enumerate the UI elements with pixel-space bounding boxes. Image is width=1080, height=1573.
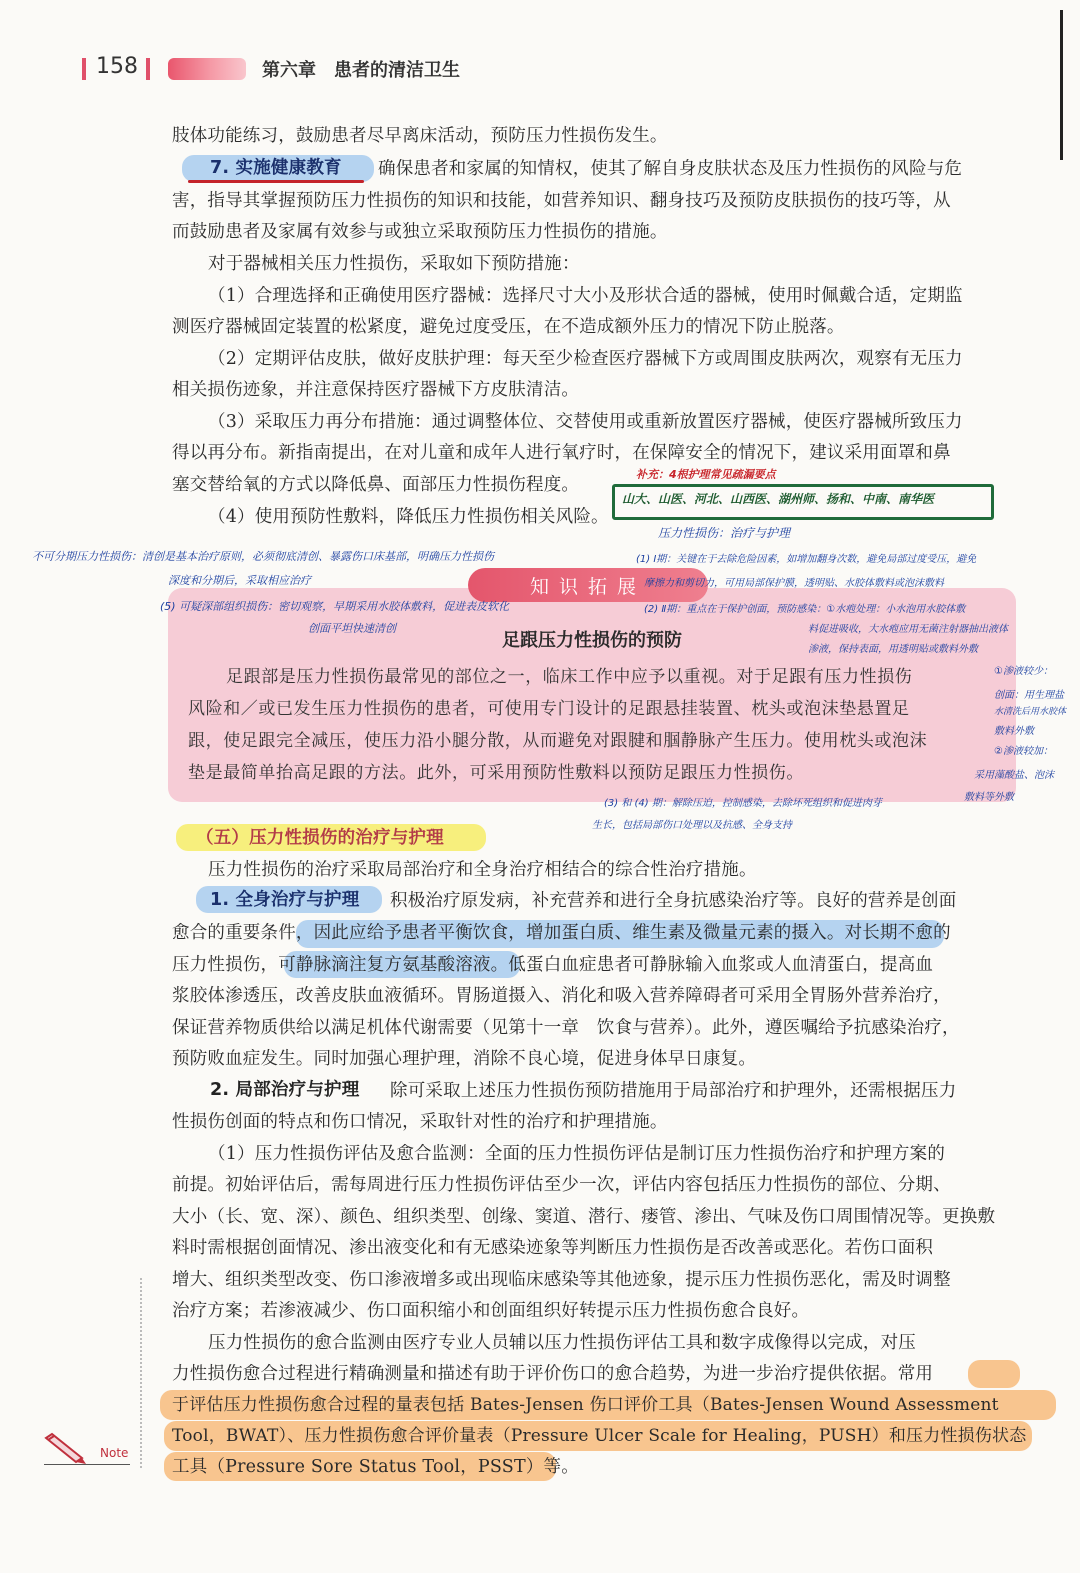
handwritten-note: 不可分期压力性损伤：清创是基本治疗原则，必须彻底清创、暴露伤口床基部，明确压力性损伤 — [32, 550, 494, 563]
paragraph-line: 增大、组织类型改变、伤口渗液增多或出现临床感染等其他迹象，提示压力性损伤恶化，需及时调整 — [172, 1270, 951, 1290]
knowledge-line: 风险和／或已发生压力性损伤的患者，可使用专门设计的足跟悬挂装置、枕头或泡沫垫悬置足 — [188, 699, 910, 719]
knowledge-line: 垫是最简单抬高足跟的方法。此外，可采用预防性敷料以预防足跟压力性损伤。 — [188, 763, 804, 783]
header-decoration-pill — [168, 58, 246, 80]
paragraph-line: 相关损伤迹象，并注意保持医疗器械下方皮肤清洁。 — [172, 380, 580, 400]
paragraph-line: 压力性损伤，可静脉滴注复方氨基酸溶液。低蛋白血症患者可静脉输入血浆或人血清蛋白，提高血 — [172, 955, 934, 975]
paragraph-line: 浆胶体渗透压，改善皮肤血液循环。胃肠道摄入、消化和吸入营养障碍者可采用全胃肠外营养治疗， — [172, 986, 951, 1006]
handwritten-note: 采用藻酸盐、泡沫 — [974, 770, 1054, 781]
page-number: 158 — [96, 54, 138, 79]
paragraph-line: 对于器械相关压力性损伤，采取如下预防措施： — [208, 254, 580, 274]
paragraph-line: 预防败血症发生。同时加强心理护理，消除不良心境，促进身体早日康复。 — [172, 1049, 757, 1069]
paragraph-line: 大小（长、宽、深）、颜色、组织类型、创缘、窦道、潜行、瘘管、渗出、气味及伤口周围情况等。更换敷 — [172, 1207, 996, 1227]
paragraph-line: 除可采取上述压力性损伤预防措施用于局部治疗和护理外，还需根据压力 — [390, 1081, 957, 1101]
section-heading-local: 2. 局部治疗与护理 — [210, 1080, 360, 1100]
paragraph-line: 压力性损伤的愈合监测由医疗专业人员辅以压力性损伤评估工具和数字成像得以完成，对压 — [208, 1333, 916, 1353]
note-label: Note — [100, 1446, 129, 1460]
paragraph-line: 确保患者和家属的知情权，使其了解自身皮肤状态及压力性损伤的风险与危 — [378, 159, 963, 179]
list-item-4: （4）使用预防性敷料，降低压力性损伤相关风险。 — [208, 507, 609, 527]
paragraph-line: 得以再分布。新指南提出，在对儿童和成年人进行氧疗时，在保障安全的情况下，建议采用面罩和鼻 — [172, 443, 951, 463]
section-heading-treatment: （五）压力性损伤的治疗与护理 — [196, 828, 444, 848]
section-heading-health-education: 7. 实施健康教育 — [210, 158, 342, 178]
knowledge-line: 足跟部是压力性损伤最常见的部位之一，临床工作中应予以重视。对于足跟有压力性损伤 — [226, 667, 913, 687]
paragraph-line: 肢体功能练习，鼓励患者尽早离床活动，预防压力性损伤发生。 — [172, 126, 668, 146]
list-item-assessment: （1）压力性损伤评估及愈合监测：全面的压力性损伤评估是制订压力性损伤治疗和护理方案的 — [208, 1144, 946, 1164]
handwritten-note: 创面：用生理盐 — [994, 690, 1064, 701]
paragraph-line: 于评估压力性损伤愈合过程的量表包括 Bates-Jensen 伤口评价工具（Bates-Jensen Wound Assessment — [172, 1395, 999, 1415]
handwritten-note: 敷料等外敷 — [964, 792, 1014, 803]
paragraph-line: 性损伤创面的特点和伤口情况，采取针对性的治疗和护理措施。 — [172, 1112, 668, 1132]
paragraph-line: 害，指导其掌握预防压力性损伤的知识和技能，如营养知识、翻身技巧及预防皮肤损伤的技巧等，从 — [172, 191, 951, 211]
chapter-title: 第六章 患者的清洁卫生 — [262, 60, 460, 81]
margin-dotted-line — [140, 1278, 142, 1468]
paragraph-line: 治疗方案；若渗液减少、伤口面积缩小和创面组织好转提示压力性损伤愈合良好。 — [172, 1301, 810, 1321]
handwritten-note: 渗液，保持表面，用透明贴或敷料外敷 — [808, 644, 978, 655]
underline-s7-head — [188, 180, 364, 183]
handwritten-note: 料促进吸收，大水疱应用无菌注射器抽出液体 — [808, 624, 1008, 635]
header-accent-bar-right — [146, 58, 150, 80]
section-heading-systemic: 1. 全身治疗与护理 — [210, 890, 360, 910]
note-rule — [44, 1464, 130, 1465]
list-item-3: （3）采取压力再分布措施：通过调整体位、交替使用或重新放置医疗器械，使医疗器械所致压力 — [208, 412, 963, 432]
handwritten-red-note: 补充：4根护理常见疏漏要点 — [636, 468, 776, 481]
paragraph-line: 压力性损伤的治疗采取局部治疗和全身治疗相结合的综合性治疗措施。 — [208, 860, 757, 880]
knowledge-tab-label: 知识拓展 — [529, 576, 646, 598]
handwritten-note: ②渗液较加： — [994, 746, 1053, 757]
handwritten-note: 创面平坦快速清创 — [308, 622, 396, 635]
paragraph-line: 料时需根据创面情况、渗出液变化和有无感染迹象等判断压力性损伤是否改善或恶化。若伤口面积 — [172, 1238, 934, 1258]
paragraph-line: 而鼓励患者及家属有效参与或独立采取预防压力性损伤的措施。 — [172, 222, 668, 242]
list-item-1: （1）合理选择和正确使用医疗器械：选择尺寸大小及形状合适的器械，使用时佩戴合适，定期监 — [208, 286, 963, 306]
knowledge-line: 跟，使足跟完全减压，使压力沿小腿分散，从而避免对跟腱和腘静脉产生压力。使用枕头或泡沫 — [188, 731, 928, 751]
handwritten-note: 水清洗后用水胶体 — [994, 707, 1067, 717]
handwritten-note: (2) Ⅱ期：重点在于保护创面，预防感染：①水疱处理：小水泡用水胶体敷 — [644, 604, 966, 615]
paragraph-line: 力性损伤愈合过程进行精确测量和描述有助于评价伤口的愈合趋势，为进一步治疗提供依据。常用 — [172, 1364, 934, 1384]
list-item-2: （2）定期评估皮肤，做好皮肤护理：每天至少检查医疗器械下方或周围皮肤两次，观察有无压力 — [208, 349, 963, 369]
paragraph-line: Tool，BWAT）、压力性损伤愈合评价量表（Pressure Ulcer Scale for Healing，PUSH）和压力性损伤状态 — [172, 1426, 1027, 1446]
paragraph-line: 工具（Pressure Sore Status Tool，PSST）等。 — [172, 1457, 579, 1477]
paragraph-line: 测医疗器械固定装置的松紧度，避免过度受压，在不造成额外压力的情况下防止脱落。 — [172, 317, 845, 337]
paragraph-line: 塞交替给氧的方式以降低鼻、面部压力性损伤程度。 — [172, 475, 580, 495]
paragraph-line: 积极治疗原发病，补充营养和进行全身抗感染治疗等。良好的营养是创面 — [390, 891, 957, 911]
handwritten-note: (5) 可疑深部组织损伤：密切观察，早期采用水胶体敷料，促进表皮软化 — [160, 600, 510, 613]
handwritten-note: ①渗液较少： — [994, 666, 1053, 677]
handwritten-note: (1) Ⅰ期：关键在于去除危险因素，如增加翻身次数，避免局部过度受压，避免 — [636, 554, 977, 565]
header-accent-bar-left — [82, 58, 86, 80]
highlight-m-l2 — [968, 1360, 1020, 1388]
paragraph-line: 保证营养物质供给以满足机体代谢需要（见第十一章 饮食与营养）。此外，遵医嘱给予抗感染治疗， — [172, 1018, 960, 1038]
handwritten-note: 摩擦力和剪切力，可用局部保护膜，透明贴、水胶体敷料或泡沫敷料 — [644, 578, 944, 589]
page-edge-line — [1060, 10, 1063, 160]
handwritten-note: (3) 和 (4) 期：解除压迫，控制感染，去除坏死组织和促进肉芽 — [604, 798, 882, 809]
handwritten-green-text: 山大、山医、河北、山西医、湖州师、扬和、中南、南华医 — [622, 492, 935, 506]
handwritten-note: 敷料外敷 — [994, 726, 1034, 737]
paragraph-line: 愈合的重要条件，因此应给予患者平衡饮食，增加蛋白质、维生素及微量元素的摄入。对长期不愈的 — [172, 923, 951, 943]
handwritten-blue-title: 压力性损伤：治疗与护理 — [658, 526, 791, 540]
knowledge-title: 足跟压力性损伤的预防 — [502, 630, 682, 651]
handwritten-note: 生长，包括局部伤口处理以及抗感、全身支持 — [592, 820, 792, 831]
paragraph-line: 前提。初始评估后，需每周进行压力性损伤评估至少一次，评估内容包括压力性损伤的部位、分期、 — [172, 1175, 951, 1195]
handwritten-note: 深度和分期后，采取相应治疗 — [168, 574, 311, 587]
